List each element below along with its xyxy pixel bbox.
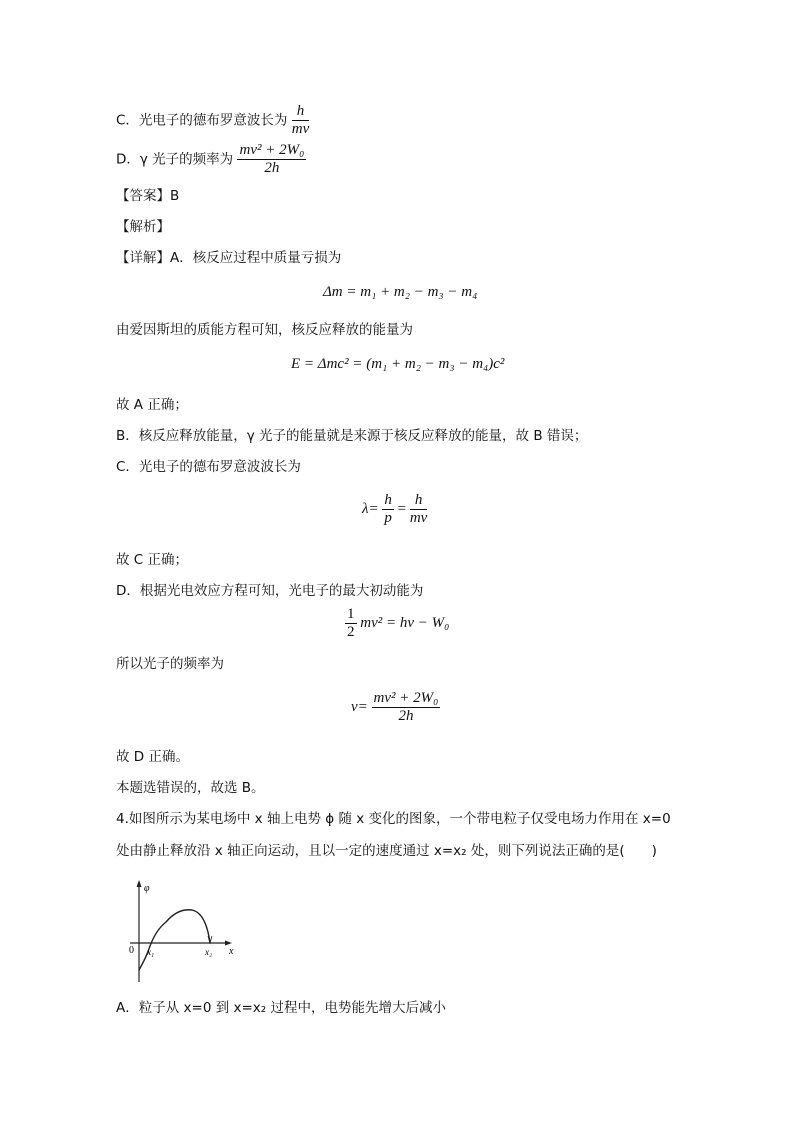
eq4-rest: mv² = hν − W₀	[360, 614, 450, 631]
eq3-lhs: λ=	[362, 500, 379, 517]
equation-kinetic-energy	[345, 606, 449, 641]
q4-line1: 4.如图所示为某电场中 x 轴上电势 ϕ 随 x 变化的图象，一个带电粒子仅受电场力作用在 x=0	[116, 811, 671, 827]
equation-energy: E = Δmc² = (m₁ + m₂ − m₃ − m₄)c²	[291, 356, 505, 372]
option-d-fraction	[237, 142, 306, 177]
x-axis-label: x	[229, 946, 234, 957]
equation-mass-defect: Δm = m₁ + m₂ − m₃ − m₄	[323, 284, 478, 300]
option-c-numerator: h	[292, 103, 310, 121]
y-axis-arrow	[137, 880, 142, 887]
eq3-fraction-1	[382, 492, 394, 527]
option-c-denominator: mv	[291, 121, 310, 137]
eq3-fraction-2	[410, 492, 428, 527]
eq4-num: 1	[347, 606, 355, 622]
eq5-den: 2h	[398, 708, 414, 724]
x2-label: x₂	[205, 947, 213, 957]
detail-c-conclusion: 故 C 正确；	[116, 552, 189, 568]
detail-a-intro: 【详解】A．核反应过程中质量亏损为	[116, 250, 342, 266]
detail-final: 本题选错误的，故选 B。	[116, 780, 265, 796]
option-d-label: D．γ 光子的频率为	[116, 151, 234, 168]
equation-wavelength	[362, 492, 427, 527]
q4-option-a: A．粒子从 x=0 到 x=x₂ 过程中，电势能先增大后减小	[116, 1000, 446, 1016]
eq4-fraction	[345, 606, 357, 641]
y-axis-label: φ	[144, 883, 150, 894]
equation-frequency	[351, 690, 440, 725]
eq3-equals: =	[397, 500, 407, 517]
eq3-f1-den: p	[384, 510, 392, 526]
option-d	[116, 142, 306, 177]
detail-d-text2: 所以光子的频率为	[116, 656, 224, 672]
potential-curve	[139, 910, 213, 970]
eq3-f2-num: h	[410, 492, 428, 510]
eq4-den: 2	[347, 624, 355, 640]
detail-b-text: B．核反应释放能量，γ 光子的能量就是来源于核反应释放的能量，故 B 错误；	[116, 428, 588, 444]
option-c-label: C．光电子的德布罗意波长为	[116, 112, 288, 129]
answer-tag: 【答案】	[116, 188, 170, 204]
detail-d-text: D．根据光电效应方程可知，光电子的最大初动能为	[116, 583, 424, 599]
eq5-num: mv² + 2W₀	[373, 690, 439, 706]
detail-c-text: C．光电子的德布罗意波波长为	[116, 459, 301, 475]
origin-label: 0	[129, 945, 134, 956]
eq5-fraction	[372, 690, 441, 725]
eq3-f2-den: mv	[409, 510, 428, 526]
option-c-fraction	[292, 103, 310, 138]
x-axis-arrow	[225, 941, 232, 946]
option-d-numerator: mv² + 2W₀	[239, 142, 305, 158]
q4-line2: 处由静止释放沿 x 轴正向运动，且以一定的速度通过 x=x₂ 处，则下列说法正确的是( )	[116, 843, 657, 859]
potential-graph	[122, 878, 240, 988]
detail-d-conclusion: 故 D 正确。	[116, 749, 189, 765]
x1-label: x₁	[147, 947, 155, 957]
answer-value: B	[170, 188, 180, 204]
eq3-f1-num: h	[384, 492, 392, 508]
detail-a-conclusion: 故 A 正确；	[116, 397, 188, 413]
answer-line	[116, 187, 179, 205]
option-d-denominator: 2h	[264, 160, 280, 176]
option-c	[116, 103, 309, 138]
analysis-tag: 【解析】	[116, 219, 170, 235]
detail-a-text2: 由爱因斯坦的质能方程可知，核反应释放的能量为	[116, 322, 413, 338]
eq5-lhs: ν=	[351, 698, 368, 715]
